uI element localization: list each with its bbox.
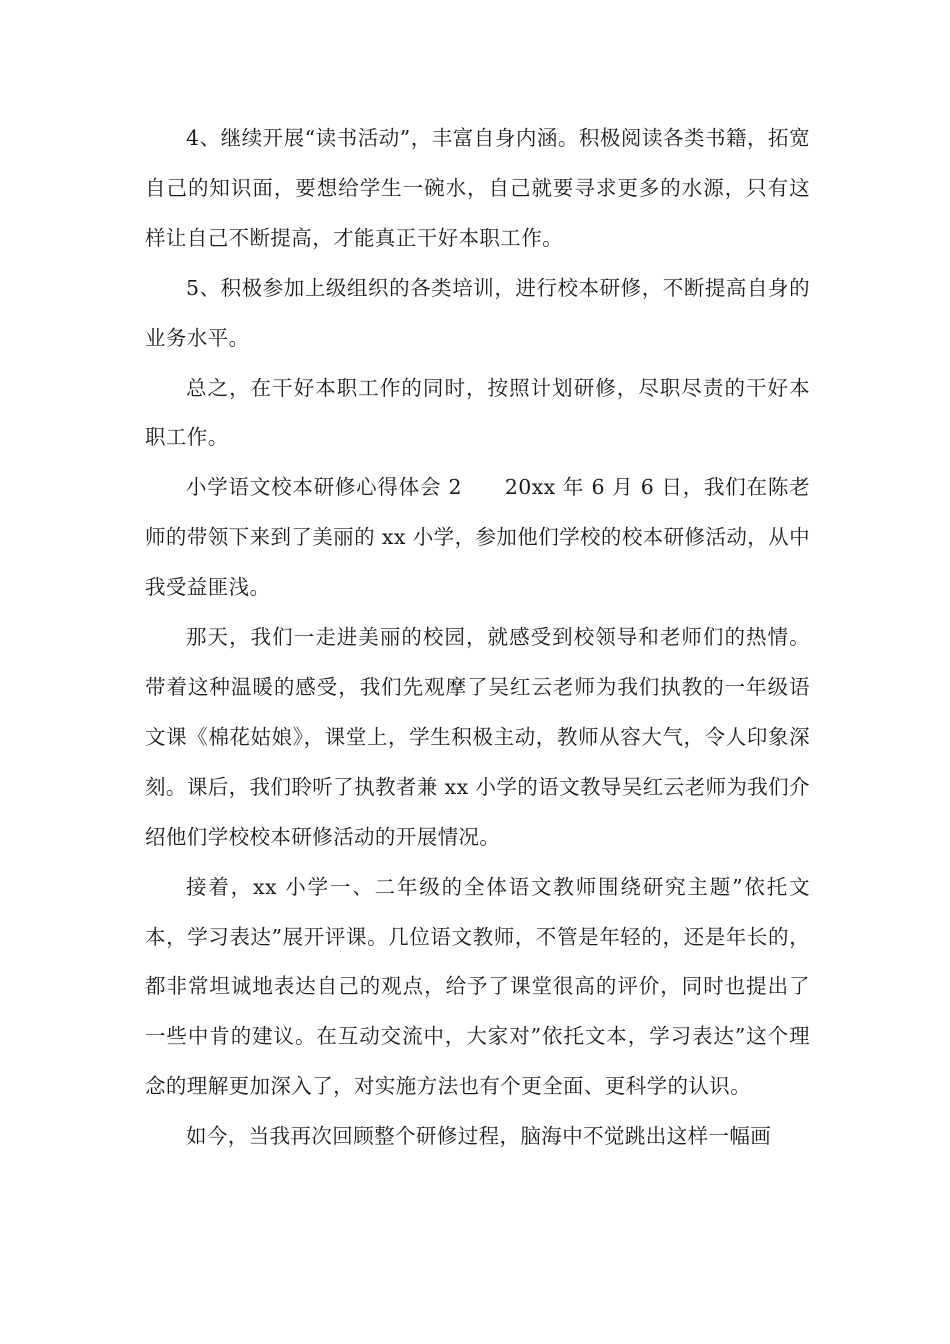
paragraph-summary: 总之，在干好本职工作的同时，按照计划研修，尽职尽责的干好本职工作。	[145, 375, 810, 450]
paragraph-lesson-review: 接着，xx 小学一、二年级的全体语文教师围绕研究主题”依托文本，学习表达”展开评课。几位语文教师，不管是年轻的，还是年长的，都非常坦诚地表达自己的观点，给予了课堂很高的评价，同时也提出了一些中肯的建议。在互动交流中，大家对”依托文本，学习表达”这个理念的理解更加深入了，对实施方法也有个更全面、更科学的认识。	[145, 874, 810, 1099]
document-body	[145, 114, 810, 1162]
paragraph-essay-2-intro: 小学语文校本研修心得体会 2 20xx 年 6 月 6 日，我们在陈老师的带领下来到了美丽的 xx 小学，参加他们学校的校本研修活动，从中我受益匪浅。	[145, 475, 810, 600]
paragraph-reflection: 如今，当我再次回顾整个研修过程，脑海中不觉跳出这样一幅画	[186, 1124, 772, 1149]
paragraph-campus-visit: 那天，我们一走进美丽的校园，就感受到校领导和老师们的热情。带着这种温暖的感受，我们先观摩了吴红云老师为我们执教的一年级语文课《棉花姑娘》，课堂上，学生积极主动，教师从容大气，令人印象深刻。课后，我们聆听了执教者兼 xx 小学的语文教导吴红云老师为我们介绍他们学校校本研修活动的开展情况。	[145, 625, 810, 849]
paragraph-reading-activity: 4、继续开展“读书活动”，丰富自身内涵。积极阅读各类书籍，拓宽自己的知识面，要想给学生一碗水，自己就要寻求更多的水源，只有这样让自己不断提高，才能真正干好本职工作。	[145, 126, 810, 250]
paragraph-training: 5、积极参加上级组织的各类培训，进行校本研修，不断提高自身的业务水平。	[145, 275, 810, 350]
